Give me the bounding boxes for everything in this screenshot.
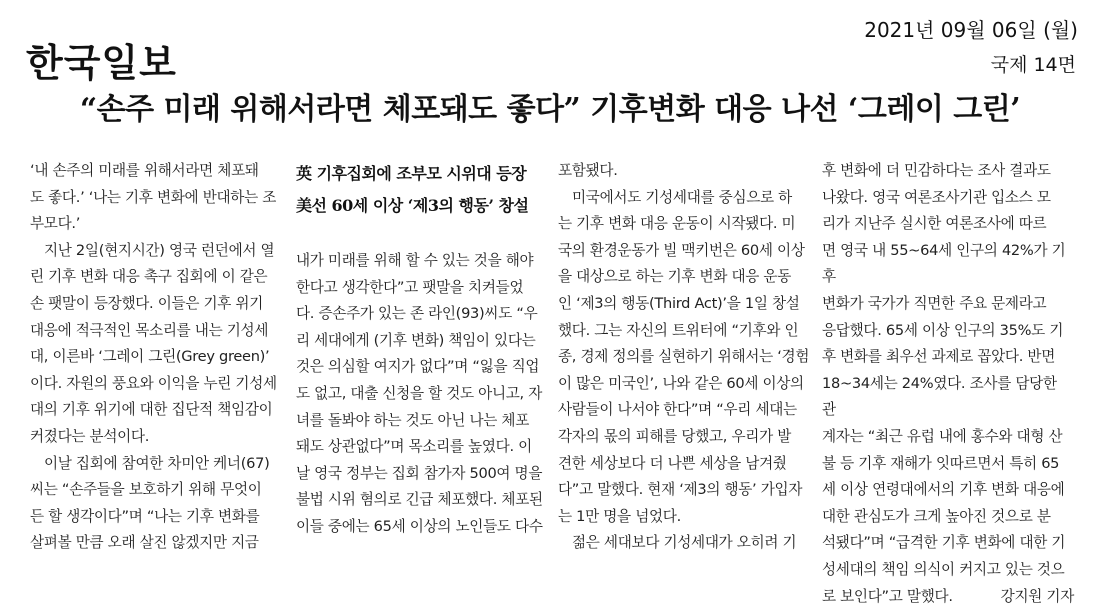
- text-line: 린 기후 변화 대응 촉구 집회에 이 같은: [30, 264, 282, 291]
- text-line: 한다고 생각한다”고 팻말을 치켜들었: [296, 275, 548, 302]
- article-column-2-body: [296, 248, 548, 541]
- text-line: 견한 세상보다 더 나쁜 세상을 남겨줬: [558, 451, 810, 478]
- article-headline: “손주 미래 위해서라면 체포돼도 좋다” 기후변화 대응 나선 ‘그레이 그린’: [0, 84, 1100, 128]
- text-line: 젊은 세대보다 기성세대가 오히려 기: [558, 530, 810, 557]
- text-line: 내가 미래를 위해 할 수 있는 것을 해야: [296, 248, 548, 275]
- text-line: 이다. 자원의 풍요와 이익을 누린 기성세: [30, 371, 282, 398]
- reporter-byline: 강지원 기자: [1001, 584, 1074, 610]
- text-line: 인 ‘제3의 행동(Third Act)’을 1일 창설: [558, 291, 810, 318]
- text-line: 것은 의심할 여지가 없다”며 “잃을 직업: [296, 354, 548, 381]
- text-line: 녀를 돌봐야 하는 것도 아닌 나는 체포: [296, 408, 548, 435]
- text-line: 종, 경제 정의를 실현하기 위해서는 ‘경험: [558, 344, 810, 371]
- text-line: 미국에서도 기성세대를 중심으로 하: [558, 185, 810, 212]
- subheadline-us: 美선 60세 이상 ‘제3의 행동’ 창설: [296, 190, 548, 222]
- article-paragraph: [30, 451, 282, 557]
- text-line: 변화가 국가가 직면한 주요 문제라고: [822, 291, 1074, 318]
- article-column-4: [822, 158, 1074, 610]
- text-line: 리 세대에게 (기후 변화) 책임이 있다는: [296, 328, 548, 355]
- closing-text: 로 보인다”고 말했다.: [822, 584, 953, 610]
- article-column-3: [558, 158, 810, 557]
- text-line: 씨는 “손주들을 보호하기 위해 무엇이: [30, 477, 282, 504]
- text-line: 든 할 생각이다”며 “나는 기후 변화를: [30, 504, 282, 531]
- text-line: 18~34세는 24%였다. 조사를 담당한 관: [822, 371, 1074, 424]
- text-line: 성세대의 책임 의식이 커지고 있는 것으: [822, 557, 1074, 584]
- text-line: 대, 이른바 ‘그레이 그린(Grey green)’: [30, 344, 282, 371]
- subheadline-uk: 英 기후집회에 조부모 시위대 등장: [296, 158, 548, 190]
- text-line: 각자의 몫의 피해를 당했고, 우리가 발: [558, 424, 810, 451]
- text-line: 불 등 기후 재해가 잇따르면서 특히 65: [822, 451, 1074, 478]
- text-line: 리가 지난주 실시한 여론조사에 따르: [822, 211, 1074, 238]
- text-line: 포함됐다.: [558, 158, 810, 185]
- text-line: 살펴볼 만큼 오래 살진 않겠지만 지금: [30, 530, 282, 557]
- section-page: 국제 14면: [991, 50, 1076, 77]
- text-line: 했다. 그는 자신의 트위터에 “기후와 인: [558, 318, 810, 345]
- text-line: 대응에 적극적인 목소리를 내는 기성세: [30, 318, 282, 345]
- text-line: 국의 환경운동가 빌 맥키번은 60세 이상: [558, 238, 810, 265]
- text-line: 사람들이 나서야 한다”며 “우리 세대는: [558, 397, 810, 424]
- closing-line: [822, 584, 1074, 610]
- newspaper-masthead: 한국일보: [26, 32, 177, 87]
- text-line: 도 없고, 대출 신청을 할 것도 아니고, 자: [296, 381, 548, 408]
- article-paragraph: [30, 238, 282, 451]
- text-line: 후 변화에 더 민감하다는 조사 결과도: [822, 158, 1074, 185]
- text-line: 손 팻말이 등장했다. 이들은 기후 위기: [30, 291, 282, 318]
- text-line: 대한 관심도가 크게 높아진 것으로 분: [822, 504, 1074, 531]
- text-line: 세 이상 연령대에서의 기후 변화 대응에: [822, 477, 1074, 504]
- text-line: 지난 2일(현지시간) 영국 런던에서 열: [30, 238, 282, 265]
- text-line: 응답했다. 65세 이상 인구의 35%도 기: [822, 318, 1074, 345]
- article-paragraph: [558, 530, 810, 557]
- text-line: 돼도 상관없다”며 목소리를 높였다. 이: [296, 434, 548, 461]
- article-column-1: [30, 158, 282, 557]
- article-paragraph: [296, 248, 548, 541]
- text-line: 을 대상으로 하는 기후 변화 대응 운동: [558, 264, 810, 291]
- text-line: 이날 집회에 참여한 차미안 케너(67): [30, 451, 282, 478]
- text-line: 다”고 말했다. 현재 ‘제3의 행동’ 가입자: [558, 477, 810, 504]
- article-paragraph: [30, 158, 282, 238]
- text-line: 나왔다. 영국 여론조사기관 입소스 모: [822, 185, 1074, 212]
- article-paragraph: [558, 158, 810, 185]
- text-line: 는 기후 변화 대응 운동이 시작됐다. 미: [558, 211, 810, 238]
- text-line: 는 1만 명을 넘었다.: [558, 504, 810, 531]
- text-line: 부모다.’: [30, 211, 282, 238]
- article-paragraph: [558, 185, 810, 531]
- text-line: 날 영국 정부는 집회 참가자 500여 명을: [296, 461, 548, 488]
- article-column-4-body: [822, 158, 1074, 584]
- text-line: 다. 증손주가 있는 존 라인(93)씨도 “우: [296, 301, 548, 328]
- text-line: 이들 중에는 65세 이상의 노인들도 다수: [296, 514, 548, 541]
- publication-date: 2021년 09월 06일 (월): [864, 14, 1078, 43]
- text-line: 면 영국 내 55~64세 인구의 42%가 기후: [822, 238, 1074, 291]
- text-line: 도 좋다.’ ‘나는 기후 변화에 반대하는 조: [30, 185, 282, 212]
- article-column-2: [296, 158, 548, 541]
- text-line: 불법 시위 혐의로 긴급 체포했다. 체포된: [296, 487, 548, 514]
- article-paragraph: [822, 158, 1074, 584]
- text-line: 석됐다”며 “급격한 기후 변화에 대한 기: [822, 530, 1074, 557]
- text-line: ‘내 손주의 미래를 위해서라면 체포돼: [30, 158, 282, 185]
- text-line: 계자는 “최근 유럽 내에 홍수와 대형 산: [822, 424, 1074, 451]
- text-line: 이 많은 미국인’, 나와 같은 60세 이상의: [558, 371, 810, 398]
- column-gap: [296, 222, 548, 248]
- text-line: 후 변화를 최우선 과제로 꼽았다. 반면: [822, 344, 1074, 371]
- text-line: 커졌다는 분석이다.: [30, 424, 282, 451]
- text-line: 대의 기후 위기에 대한 집단적 책임감이: [30, 397, 282, 424]
